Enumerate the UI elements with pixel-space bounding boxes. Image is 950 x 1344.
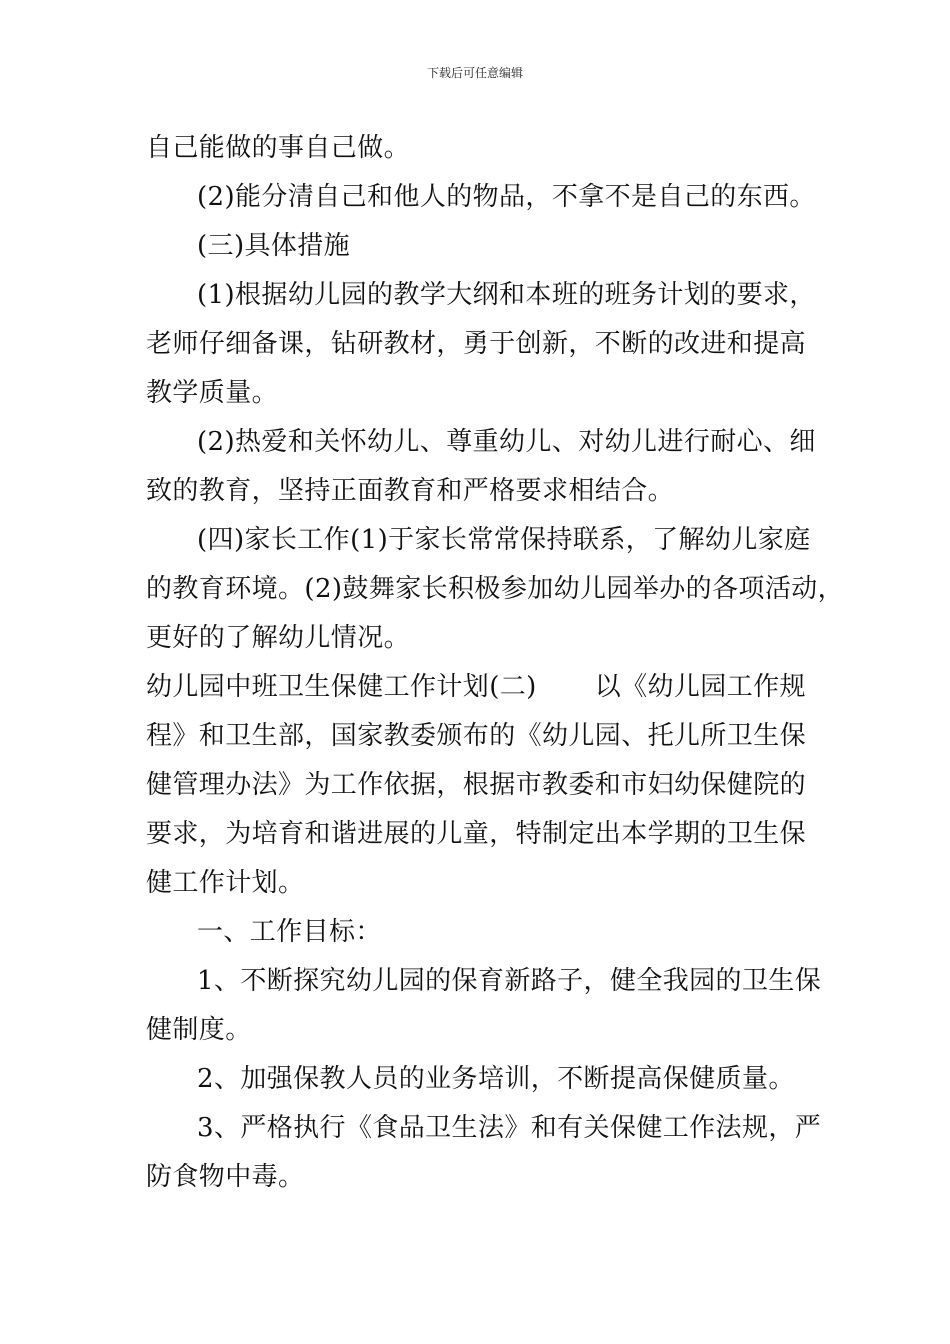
section-heading: 一、工作目标： <box>197 917 382 947</box>
plan-title-line <box>146 663 816 712</box>
document-body <box>146 124 845 1202</box>
text-line: 自己能做的事自己做。 <box>146 133 411 163</box>
text-line: (四)家长工作(1)于家长常常保持联系，了解幼儿家庭 <box>197 525 811 555</box>
text-line: 老师仔细备课，钻研教材，勇于创新，不断的改进和提高 <box>146 329 807 359</box>
plan-title: 幼儿园中班卫生保健工作计划(二) <box>146 672 537 702</box>
text-line: 健制度。 <box>146 1015 252 1045</box>
text-line: 防食物中毒。 <box>146 1162 305 1192</box>
text-line: 2、加强保教人员的业务培训，不断提高保健质量。 <box>197 1064 795 1094</box>
page-header: 下载后可任意编辑 <box>426 66 523 80</box>
text-line: 健管理办法》为工作依据，根据市教委和市妇幼保健院的 <box>146 770 807 800</box>
text-line: 1、不断探究幼儿园的保育新路子，健全我园的卫生保 <box>197 966 822 996</box>
text-line: 健工作计划。 <box>146 868 305 898</box>
text-line: 的教育环境。(2)鼓舞家长积极参加幼儿园举办的各项活动， <box>146 574 845 604</box>
text-line: 教学质量。 <box>146 378 279 408</box>
text-line: (1)根据幼儿园的教学大纲和本班的班务计划的要求， <box>197 280 816 310</box>
text-line: 程》和卫生部，国家教委颁布的《幼儿园、托儿所卫生保 <box>146 721 807 751</box>
text-line: 要求，为培育和谐进展的儿童，特制定出本学期的卫生保 <box>146 819 807 849</box>
section-heading: (三)具体措施 <box>197 231 351 261</box>
text-fragment: 以《幼儿园工作规 <box>594 672 806 702</box>
text-line: 3、严格执行《食品卫生法》和有关保健工作法规，严 <box>197 1113 822 1143</box>
text-line: 更好的了解幼儿情况。 <box>146 623 411 653</box>
text-line: 致的教育，坚持正面教育和严格要求相结合。 <box>146 476 675 506</box>
text-line: (2)热爱和关怀幼儿、尊重幼儿、对幼儿进行耐心、细 <box>197 427 816 457</box>
text-line: (2)能分清自己和他人的物品，不拿不是自己的东西。 <box>197 182 816 212</box>
